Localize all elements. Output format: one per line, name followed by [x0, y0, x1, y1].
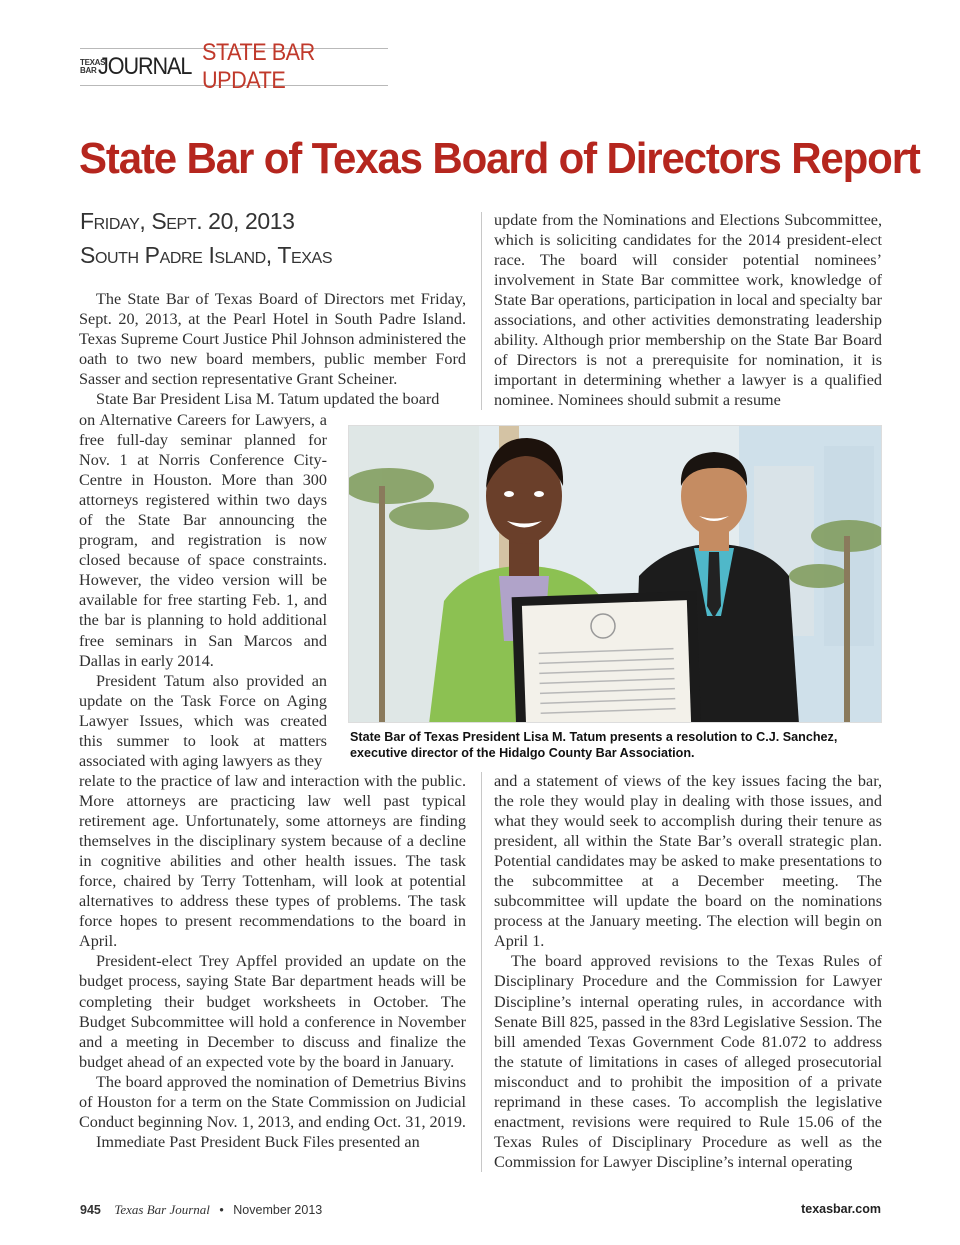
paragraph: Immediate Past President Buck Files presented an — [96, 1132, 420, 1151]
dateline-location: South Padre Island, Texas — [80, 242, 333, 268]
paragraph: President Tatum also provided an update on the Task Force on Aging Lawyer Issues, which was created this summer to look at matters associated with aging lawyers as they — [79, 671, 327, 770]
paragraph: The State Bar of Texas Board of Directors met Friday, Sept. 20, 2013, at the Pearl Hotel in South Padre Island. Texas Supreme Court Justice Phil Johnson administered the oath to two new board members, public member Ford Sasser and section representative Grant Scheiner. — [79, 290, 466, 389]
publication-name: Texas Bar Journal — [114, 1202, 210, 1217]
footer-separator: • — [219, 1203, 224, 1217]
article-right-bottom — [494, 771, 882, 1172]
column-divider — [481, 772, 482, 1172]
page-number: 945 — [80, 1203, 101, 1217]
paragraph: The board approved revisions to the Texas Rules of Disciplinary Procedure and the Commission for Lawyer Discipline’s internal operating rules, in accordance with Senate Bill 825, passed in the 83rd Legislative Session. The bill amended Texas Government Code 81.072 to address the statute of limitations in cases of alleged prosecutorial misconduct and to prohibit the imposition of a private reprimand in these cases. To accomplish the legislative enactment, revisions were required to Rule 15.06 of the Texas Rules of Disciplinary Procedure as well as the Commission for Lawyer Discipline’s internal operating — [494, 952, 882, 1171]
website-link[interactable]: texasbar.com — [801, 1202, 881, 1216]
article-right-top — [494, 210, 882, 410]
footer-left — [80, 1202, 322, 1218]
masthead — [80, 39, 388, 94]
article-left-bottom — [79, 771, 466, 1152]
page-title: State Bar of Texas Board of Directors Report — [79, 134, 920, 183]
masthead-journal: JOURNAL — [98, 53, 192, 80]
paragraph: update from the Nominations and Elections Subcommittee, which is soliciting candidates for the 2014 president-elect race. The board will consider potential nominees’ involvement in State Bar committee work, knowledge of State Bar operations, participation in local and specialty bar associations, and other activities demonstrating leadership ability. Although prior membership on the State Bar Board of Directors is not a prerequisite for nomination, it is important in determining whether a lawyer is a qualified nominee. Nominees should submit a resume — [494, 211, 882, 410]
column-divider — [481, 212, 482, 410]
paragraph: on Alternative Careers for Lawyers, a free full-day seminar planned for Nov. 1 at Norris Conference City-Centre in Houston. More than 300 attorneys registered within two days of the State Bar announcing the program, and registration is now closed because of space constraints. However, the video version will be available for free starting Feb. 1, and the bar is planning to hold additional free seminars in San Marcos and Dallas in early 2014. — [79, 411, 327, 670]
article-left-top — [79, 289, 466, 409]
article-left-mid — [79, 410, 327, 771]
masthead-texas-bar: TEXAS BAR — [80, 58, 106, 75]
photo — [348, 425, 882, 723]
masthead-section: STATE BAR UPDATE — [201, 39, 315, 94]
paragraph: President-elect Trey Apffel provided an update on the budget process, saying State Bar department heads will be completing their budget worksheets in October. The Budget Subcommittee will hold a conference in November and a meeting in December to discuss and finalize the budget ahead of an expected vote by the board in January. — [79, 952, 466, 1071]
issue-date: November 2013 — [233, 1203, 323, 1217]
paragraph: relate to the practice of law and interaction with the public. More attorneys are practicing law well past typical retirement age. Unfortunately, some attorneys are finding themselves in the disciplinary system because of a decline in cognitive abilities and other health issues. The task force, chaired by Terry Tottenham, will look at potential alternatives to address these types of problems. The task force hopes to present recommendations to the board in April. — [79, 772, 466, 951]
paragraph: and a statement of views of the key issues facing the bar, the role they would play in dealing with those issues, and what they would seek to accomplish during their tenure as president, all within the State Bar’s overall strategic plan. Potential candidates may be asked to make presentations to the subcommittee at a December meeting. The subcommittee will update the board on the nominations process at the January meeting. The election will begin on April 1. — [494, 772, 882, 951]
photo-illustration — [349, 426, 882, 723]
dateline-date: Friday, Sept. 20, 2013 — [80, 208, 295, 234]
paragraph: State Bar President Lisa M. Tatum updated the board — [96, 390, 440, 409]
paragraph: The board approved the nomination of Demetrius Bivins of Houston for a term on the State Commission on Judicial Conduct beginning Nov. 1, 2013, and ending Oct. 31, 2019. — [79, 1072, 466, 1131]
photo-caption: State Bar of Texas President Lisa M. Tatum presents a resolution to C.J. Sanchez, executive director of the Hidalgo County Bar Association. — [350, 730, 838, 760]
